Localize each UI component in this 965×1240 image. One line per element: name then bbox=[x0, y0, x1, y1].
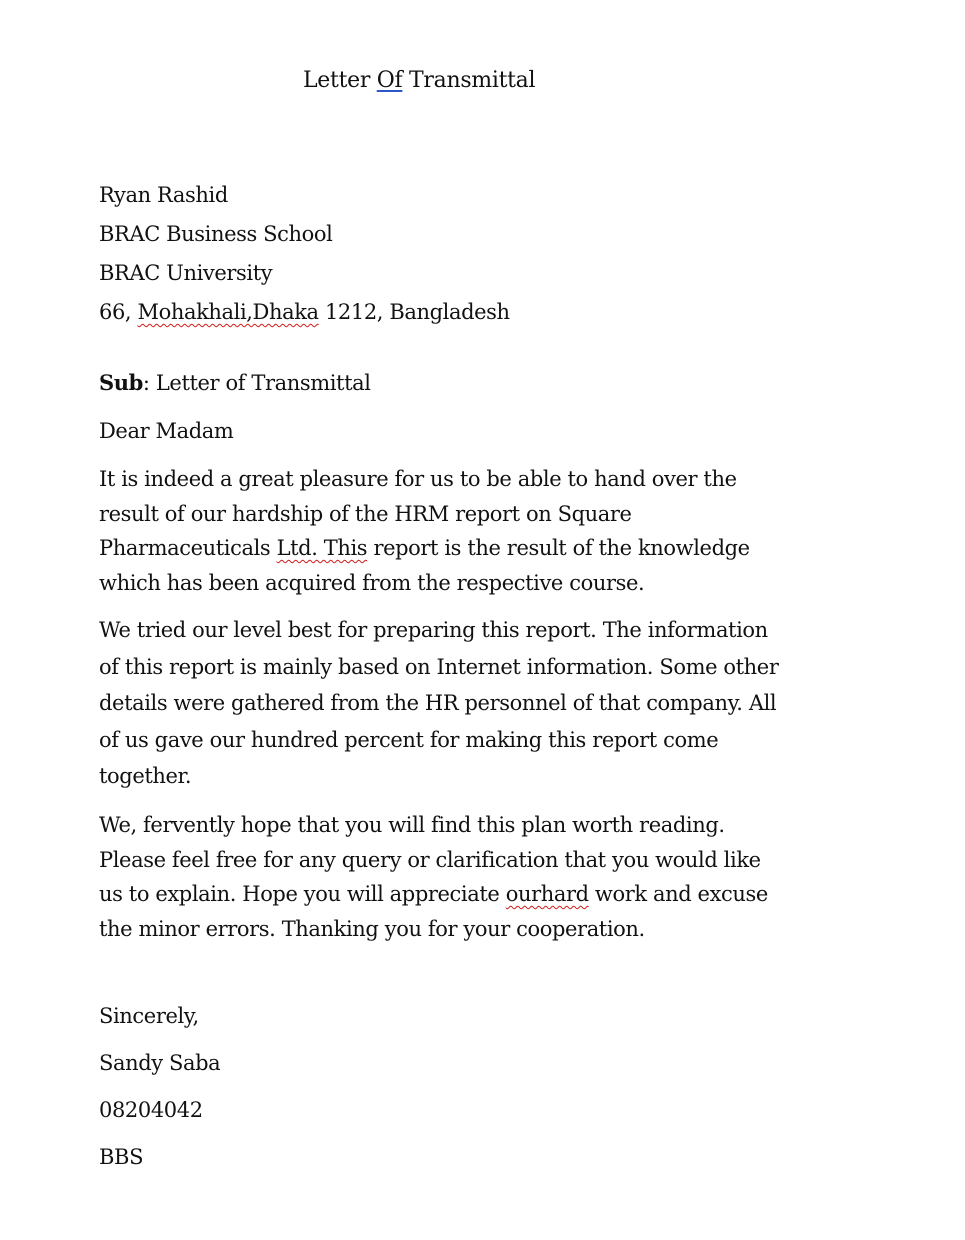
sender-id: 08204042 bbox=[99, 1098, 203, 1122]
street-suffix: 1212, Bangladesh bbox=[318, 300, 510, 324]
recipient-university: BRAC University bbox=[99, 261, 273, 285]
subject-label: Sub bbox=[99, 370, 143, 395]
paragraph-1 bbox=[99, 462, 779, 600]
recipient-address bbox=[99, 176, 510, 332]
paragraph-1-part-2: report is the result of the knowledge which has been acquired from the respective course. bbox=[99, 536, 750, 595]
spellcheck-flagged-word: Ltd. This bbox=[276, 536, 368, 560]
title-underlined-word: Of bbox=[376, 68, 403, 93]
paragraph-2: We tried our level best for preparing this report. The information of this report is mainly based on Internet information. Some other details were gathered from the HR personnel of that company. All of us gave our hundred percent for making this report come together. bbox=[99, 618, 779, 788]
valediction: Sincerely, bbox=[99, 1004, 199, 1028]
street-prefix: 66, bbox=[99, 300, 138, 324]
spellcheck-flagged-word: Mohakhali,Dhaka bbox=[137, 300, 319, 324]
paragraph-3 bbox=[99, 808, 779, 946]
subject-line bbox=[99, 363, 371, 403]
recipient-school: BRAC Business School bbox=[99, 222, 333, 246]
sender-name: Sandy Saba bbox=[99, 1051, 221, 1075]
paragraph-3-part-2: work and excuse the minor errors. Thanking you for your cooperation. bbox=[99, 882, 768, 941]
signature-block bbox=[99, 993, 220, 1181]
recipient-name: Ryan Rashid bbox=[99, 183, 228, 207]
letter-title bbox=[303, 68, 535, 93]
title-after: Transmittal bbox=[402, 68, 536, 93]
recipient-street bbox=[99, 293, 510, 332]
spellcheck-flagged-word: ourhard bbox=[505, 882, 589, 906]
sender-department: BBS bbox=[99, 1145, 144, 1169]
title-before: Letter bbox=[303, 68, 377, 93]
subject-text: : Letter of Transmittal bbox=[142, 371, 371, 395]
paragraph-3-part-1: We, fervently hope that you will find this plan worth reading. Please feel free for any query or clarification that you would like us to explain. Hope you will appreciate bbox=[99, 813, 761, 906]
salutation: Dear Madam bbox=[99, 419, 234, 443]
paragraph-1-part-1: It is indeed a great pleasure for us to be able to hand over the result of our hardship of the HRM report on Square Pharmaceuticals bbox=[99, 467, 737, 560]
